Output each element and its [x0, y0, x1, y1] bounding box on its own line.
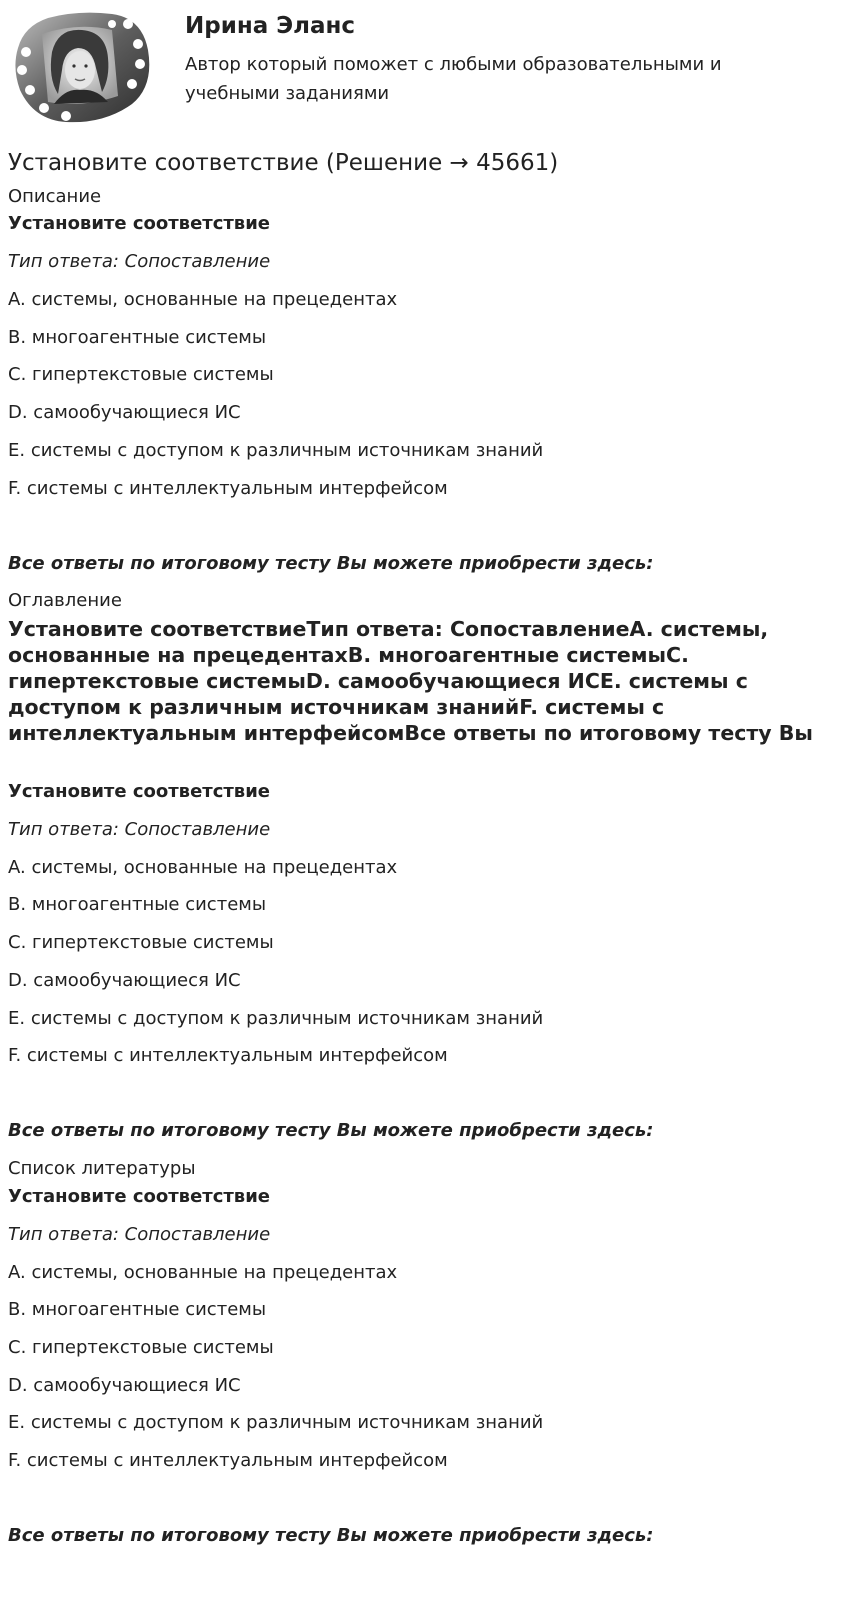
option-d: D. самообучающиеся ИС — [8, 1375, 241, 1396]
author-avatar — [8, 8, 156, 126]
option-f: F. системы с интеллектуальным интерфейсом — [8, 478, 448, 499]
section-label-bibliography: Список литературы — [8, 1158, 196, 1179]
author-card — [8, 0, 838, 140]
section-label-description: Описание — [8, 186, 102, 207]
option-e: E. системы с доступом к различным источникам знаний — [8, 1008, 544, 1029]
task-heading: Установите соответствие — [8, 1186, 271, 1207]
option-a: A. системы, основанные на прецедентах — [8, 1262, 398, 1283]
option-c: C. гипертекстовые системы — [8, 364, 274, 385]
buy-answers-link[interactable]: Все ответы по итоговому тесту Вы можете приобрести здесь: — [8, 1120, 654, 1141]
option-f: F. системы с интеллектуальным интерфейсом — [8, 1045, 448, 1066]
option-b: B. многоагентные системы — [8, 1299, 267, 1320]
option-f: F. системы с интеллектуальным интерфейсом — [8, 1450, 448, 1471]
option-d: D. самообучающиеся ИС — [8, 402, 241, 423]
buy-answers-link[interactable]: Все ответы по итоговому тесту Вы можете приобрести здесь: — [8, 553, 654, 574]
option-b: B. многоагентные системы — [8, 894, 267, 915]
answer-type: Тип ответа: Сопоставление — [8, 1224, 271, 1245]
page-title: Установите соответствие (Решение → 45661) — [8, 150, 559, 176]
option-c: C. гипертекстовые системы — [8, 1337, 274, 1358]
author-name: Ирина Эланс — [185, 13, 356, 39]
toc-summary: Установите соответствиеТип ответа: СопоставлениеA. системы, основанные на прецедентахB. многоагентные системыC. гипертекстовые системыD. самообучающиеся ИСE. системы с доступом к различным источникам знанийF. системы с интеллектуальным интерфейсомВсе ответы по итоговому тесту Вы — [8, 617, 813, 745]
option-c: C. гипертекстовые системы — [8, 932, 274, 953]
author-description: Автор который поможет с любыми образовательными и учебными заданиями — [185, 54, 722, 104]
answer-type: Тип ответа: Сопоставление — [8, 819, 271, 840]
option-e: E. системы с доступом к различным источникам знаний — [8, 1412, 544, 1433]
option-e: E. системы с доступом к различным источникам знаний — [8, 440, 544, 461]
option-b: B. многоагентные системы — [8, 327, 267, 348]
task-heading: Установите соответствие — [8, 781, 271, 802]
task-heading: Установите соответствие — [8, 213, 271, 234]
option-a: A. системы, основанные на прецедентах — [8, 857, 398, 878]
buy-answers-link[interactable]: Все ответы по итоговому тесту Вы можете приобрести здесь: — [8, 1525, 654, 1546]
option-a: A. системы, основанные на прецедентах — [8, 289, 398, 310]
option-d: D. самообучающиеся ИС — [8, 970, 241, 991]
answer-type: Тип ответа: Сопоставление — [8, 251, 271, 272]
section-label-toc: Оглавление — [8, 590, 122, 611]
page — [8, 0, 838, 1546]
